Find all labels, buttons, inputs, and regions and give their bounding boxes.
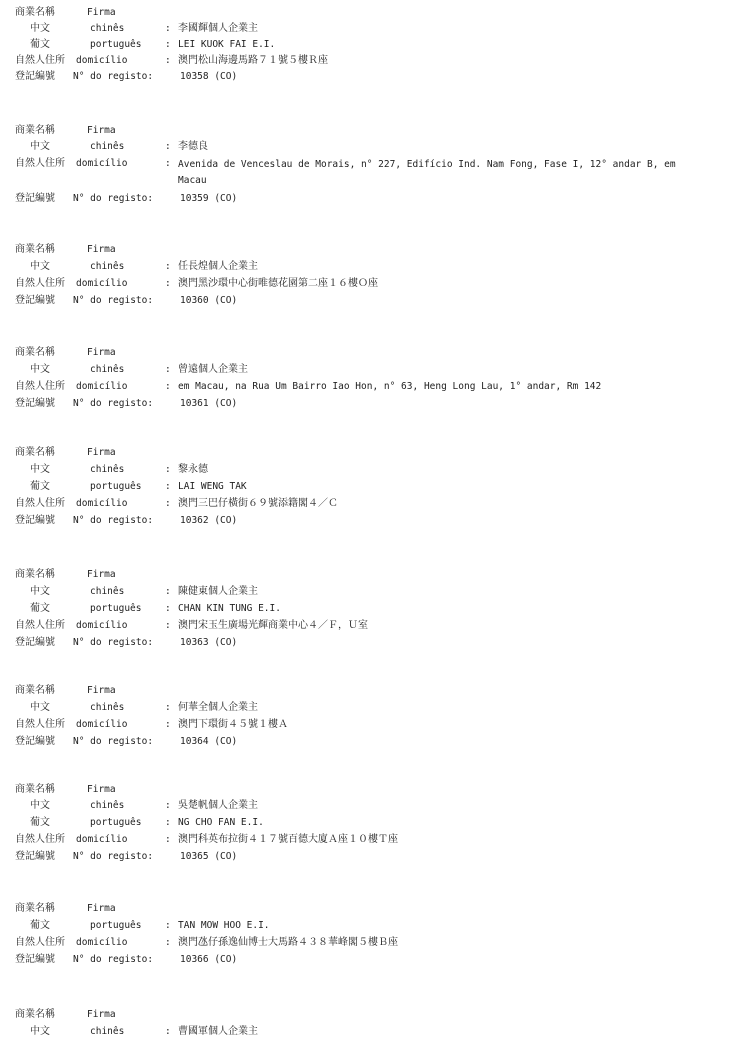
separator: : (165, 23, 171, 34)
registry-label-pt: N° do registo: (73, 851, 154, 862)
domicile-value: em Macau, na Rua Um Bairro Iao Hon, n° 63, Heng Long Lau, 1° andar, Rm 142 (178, 381, 602, 392)
separator: : (165, 364, 171, 375)
chinese-label-zh: 中文 (30, 141, 50, 152)
registry-label-pt: N° do registo: (73, 193, 154, 204)
domicile-value: 澳門氹仔孫逸仙博士大馬路４３８華峰閣５樓Ｂ座 (178, 937, 398, 948)
registry-number: 10364 (CO) (180, 736, 238, 747)
chinese-label-pt: chinês (90, 261, 125, 272)
domicile-label-pt: domicílio (76, 55, 128, 66)
chinese-label-zh: 中文 (30, 261, 50, 272)
separator: : (165, 620, 171, 631)
chinese-label-zh: 中文 (30, 1026, 50, 1037)
firm-label-zh: 商業名稱 (15, 447, 55, 458)
domicile-label-zh: 自然人住所 (15, 278, 65, 289)
domicile-label-zh: 自然人住所 (15, 381, 65, 392)
portuguese-label-pt: português (90, 481, 142, 492)
separator: : (165, 141, 171, 152)
firm-label-zh: 商業名稱 (15, 125, 55, 136)
domicile-label-zh: 自然人住所 (15, 719, 65, 730)
firm-label-pt: Firma (87, 125, 116, 136)
portuguese-label-pt: português (90, 603, 142, 614)
portuguese-name-value: TAN MOW HOO E.I. (178, 920, 270, 931)
firm-label-pt: Firma (87, 244, 116, 255)
registry-label-zh: 登記編號 (15, 736, 55, 747)
registry-label-pt: N° do registo: (73, 736, 154, 747)
registry-number: 10361 (CO) (180, 398, 238, 409)
chinese-label-pt: chinês (90, 702, 125, 713)
registry-label-zh: 登記編號 (15, 71, 55, 82)
chinese-name-value: 黎永德 (178, 464, 208, 475)
portuguese-label-zh: 葡文 (30, 481, 50, 492)
separator: : (165, 1026, 171, 1037)
domicile-label-pt: domicílio (76, 278, 128, 289)
portuguese-label-zh: 葡文 (30, 920, 50, 931)
portuguese-name-value: LAI WENG TAK (178, 481, 247, 492)
registry-label-pt: N° do registo: (73, 398, 154, 409)
domicile-label-pt: domicílio (76, 719, 128, 730)
firm-label-pt: Firma (87, 569, 116, 580)
registry-label-pt: N° do registo: (73, 637, 154, 648)
registry-label-pt: N° do registo: (73, 515, 154, 526)
separator: : (165, 834, 171, 845)
chinese-name-value: 陳健東個人企業主 (178, 586, 258, 597)
registry-label-zh: 登記編號 (15, 295, 55, 306)
registry-label-zh: 登記編號 (15, 851, 55, 862)
chinese-label-zh: 中文 (30, 800, 50, 811)
chinese-label-zh: 中文 (30, 702, 50, 713)
registry-number: 10358 (CO) (180, 71, 238, 82)
portuguese-name-value: LEI KUOK FAI E.I. (178, 39, 276, 50)
chinese-label-pt: chinês (90, 1026, 125, 1037)
chinese-name-value: 李國輝個人企業主 (178, 23, 258, 34)
separator: : (165, 719, 171, 730)
chinese-label-pt: chinês (90, 800, 125, 811)
portuguese-name-value: NG CHO FAN E.I. (178, 817, 264, 828)
firm-label-pt: Firma (87, 903, 116, 914)
domicile-value: 澳門三巴仔橫街６９號添籍閣４／Ｃ (178, 498, 338, 509)
separator: : (165, 937, 171, 948)
chinese-name-value: 何華全個人企業主 (178, 702, 258, 713)
portuguese-label-zh: 葡文 (30, 39, 50, 50)
domicile-value: Avenida de Venceslau de Morais, n° 227, Edifício Ind. Nam Fong, Fase I, 12° andar B, em Macau (178, 159, 676, 186)
chinese-name-value: 吳楚帆個人企業主 (178, 800, 258, 811)
portuguese-label-pt: português (90, 39, 142, 50)
chinese-label-pt: chinês (90, 364, 125, 375)
domicile-label-pt: domicílio (76, 834, 128, 845)
registry-label-zh: 登記編號 (15, 954, 55, 965)
chinese-label-pt: chinês (90, 141, 125, 152)
separator: : (165, 55, 171, 66)
separator: : (165, 481, 171, 492)
separator: : (165, 498, 171, 509)
domicile-value: 澳門科英布拉街４１７號百德大廈Ａ座１０樓Ｔ座 (178, 834, 398, 845)
registry-label-zh: 登記編號 (15, 398, 55, 409)
domicile-value: 澳門松山海邊馬路７１號５樓Ｒ座 (178, 55, 328, 66)
portuguese-name-value: CHAN KIN TUNG E.I. (178, 603, 281, 614)
registry-number: 10363 (CO) (180, 637, 238, 648)
domicile-label-zh: 自然人住所 (15, 620, 65, 631)
chinese-label-zh: 中文 (30, 464, 50, 475)
domicile-label-pt: domicílio (76, 498, 128, 509)
domicile-label-zh: 自然人住所 (15, 937, 65, 948)
registry-label-zh: 登記編號 (15, 515, 55, 526)
domicile-label-pt: domicílio (76, 158, 128, 169)
chinese-name-value: 李德良 (178, 141, 208, 152)
separator: : (165, 39, 171, 50)
registry-number: 10362 (CO) (180, 515, 238, 526)
firm-label-pt: Firma (87, 447, 116, 458)
domicile-label-zh: 自然人住所 (15, 834, 65, 845)
chinese-label-pt: chinês (90, 23, 125, 34)
firm-label-zh: 商業名稱 (15, 7, 55, 18)
registry-label-pt: N° do registo: (73, 295, 154, 306)
separator: : (165, 158, 171, 169)
chinese-name-value: 曹國軍個人企業主 (178, 1026, 258, 1037)
domicile-value: 澳門黑沙環中心街唯德花園第二座１６樓Ｏ座 (178, 278, 378, 289)
domicile-label-zh: 自然人住所 (15, 158, 65, 169)
firm-label-pt: Firma (87, 1009, 116, 1020)
chinese-name-value: 曾遠個人企業主 (178, 364, 248, 375)
registry-label-zh: 登記編號 (15, 193, 55, 204)
portuguese-label-pt: português (90, 920, 142, 931)
domicile-label-pt: domicílio (76, 620, 128, 631)
firm-label-zh: 商業名稱 (15, 685, 55, 696)
separator: : (165, 464, 171, 475)
firm-label-pt: Firma (87, 347, 116, 358)
registry-label-pt: N° do registo: (73, 71, 154, 82)
separator: : (165, 702, 171, 713)
chinese-label-pt: chinês (90, 586, 125, 597)
firm-label-pt: Firma (87, 784, 116, 795)
firm-label-zh: 商業名稱 (15, 347, 55, 358)
domicile-label-zh: 自然人住所 (15, 498, 65, 509)
domicile-value: 澳門宋玉生廣場光輝商業中心４／Ｆ，Ｕ室 (178, 620, 368, 631)
domicile-value: 澳門下環街４５號１樓Ａ (178, 719, 288, 730)
firm-label-zh: 商業名稱 (15, 569, 55, 580)
firm-label-pt: Firma (87, 685, 116, 696)
registry-label-zh: 登記編號 (15, 637, 55, 648)
domicile-label-pt: domicílio (76, 937, 128, 948)
firm-label-zh: 商業名稱 (15, 784, 55, 795)
chinese-label-pt: chinês (90, 464, 125, 475)
separator: : (165, 603, 171, 614)
separator: : (165, 261, 171, 272)
separator: : (165, 278, 171, 289)
separator: : (165, 381, 171, 392)
portuguese-label-pt: português (90, 817, 142, 828)
domicile-label-pt: domicílio (76, 381, 128, 392)
registry-number: 10359 (CO) (180, 193, 238, 204)
separator: : (165, 586, 171, 597)
domicile-label-zh: 自然人住所 (15, 55, 65, 66)
firm-label-zh: 商業名稱 (15, 903, 55, 914)
chinese-label-zh: 中文 (30, 364, 50, 375)
firm-label-zh: 商業名稱 (15, 244, 55, 255)
registry-label-pt: N° do registo: (73, 954, 154, 965)
registry-number: 10360 (CO) (180, 295, 238, 306)
firm-label-zh: 商業名稱 (15, 1009, 55, 1020)
registry-number: 10365 (CO) (180, 851, 238, 862)
chinese-name-value: 任長煌個人企業主 (178, 261, 258, 272)
portuguese-label-zh: 葡文 (30, 817, 50, 828)
separator: : (165, 920, 171, 931)
separator: : (165, 800, 171, 811)
chinese-label-zh: 中文 (30, 23, 50, 34)
chinese-label-zh: 中文 (30, 586, 50, 597)
portuguese-label-zh: 葡文 (30, 603, 50, 614)
registry-number: 10366 (CO) (180, 954, 238, 965)
separator: : (165, 817, 171, 828)
firm-label-pt: Firma (87, 7, 116, 18)
